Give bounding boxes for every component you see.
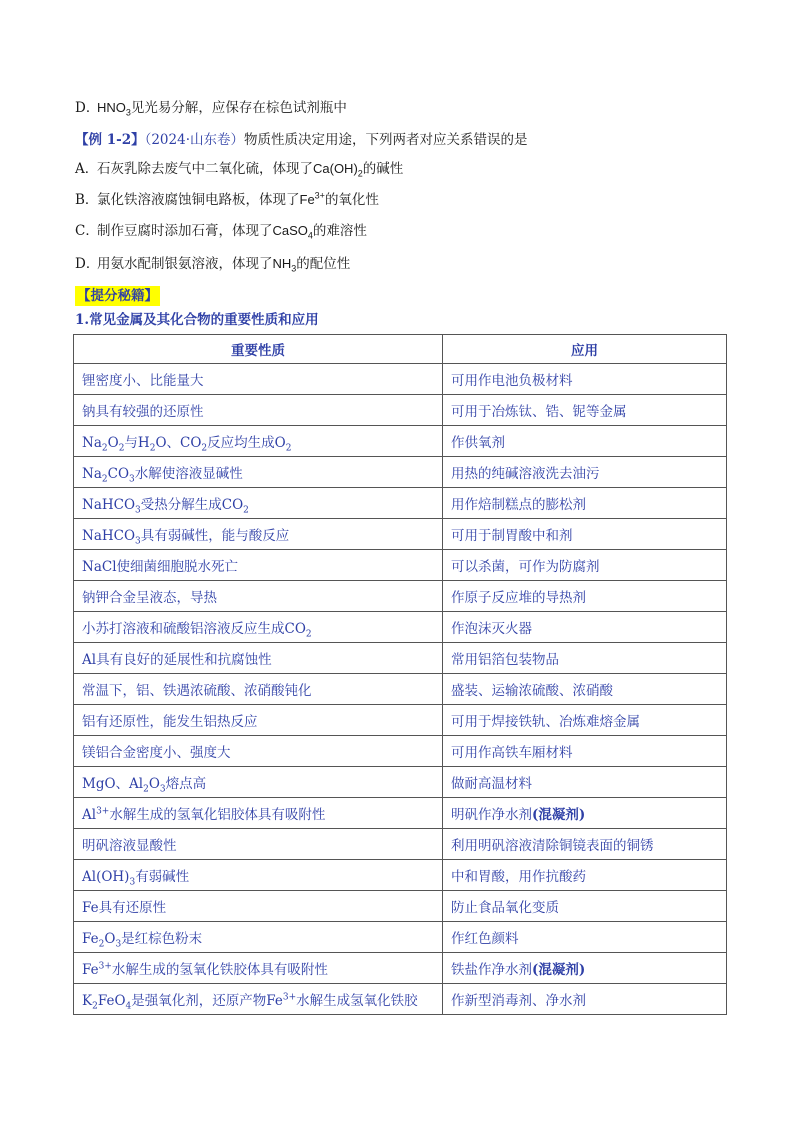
table-row <box>74 736 727 767</box>
formula <box>313 161 363 179</box>
text-part: 是红棕色粉末 <box>121 931 203 947</box>
formula-sub: 3 <box>159 784 166 795</box>
formula-sub: 2 <box>305 629 312 640</box>
option-letter: D． <box>75 100 100 116</box>
cell-application: 作新型消毒剂、净水剂 <box>443 984 727 1015</box>
formula-sub: 2 <box>143 784 149 795</box>
text-part: 是强氧化剂，还原产物Fe <box>131 993 283 1009</box>
formula-sub: 3 <box>291 263 297 274</box>
cell-application: 可以杀菌，可作为防腐剂 <box>443 550 727 581</box>
cell-application: 盛装、运输浓硫酸、浓硝酸 <box>443 674 727 705</box>
text-part: 与H <box>124 435 150 451</box>
formula-sub: 2 <box>101 443 108 454</box>
table-row <box>74 581 727 612</box>
formula-sub: 3 <box>135 505 141 516</box>
formula <box>97 100 131 118</box>
text-bold: (混凝剂) <box>532 807 586 823</box>
formula-sub: 2 <box>92 1001 98 1012</box>
option-text-post: 的氧化性 <box>324 192 379 208</box>
cell-property: 常温下，铝、铁遇浓硫酸、浓硝酸钝化 <box>74 674 443 705</box>
header-property: 重要性质 <box>74 335 443 364</box>
cell-application: 作供氧剂 <box>443 426 727 457</box>
cell-application: 作原子反应堆的导热剂 <box>443 581 727 612</box>
table-row <box>74 364 727 395</box>
formula <box>300 192 325 207</box>
formula-sub: 3 <box>129 474 135 485</box>
formula-base: NH <box>272 256 292 271</box>
cell-application: 做耐高温材料 <box>443 767 727 798</box>
cell-property: 明矾溶液显酸性 <box>74 829 443 860</box>
cell-application: 利用明矾溶液清除铜镜表面的铜锈 <box>443 829 727 860</box>
formula-base: Ca(OH) <box>313 161 358 176</box>
formula-sub: 2 <box>98 939 105 950</box>
option-text-pre: 用氨水配制银氨溶液，体现了 <box>97 256 273 272</box>
formula-sup: 3+ <box>314 190 325 201</box>
formula-sup: 3+ <box>96 806 110 817</box>
option-letter: A． <box>75 161 99 177</box>
table-row <box>74 705 727 736</box>
text-part: 熔点高 <box>165 776 207 792</box>
text-part: O、CO <box>155 435 202 451</box>
text-part: Al(OH) <box>82 869 130 885</box>
cell-application: 中和胃酸，用作抗酸药 <box>443 860 727 891</box>
properties-table <box>73 334 727 1015</box>
cell-property <box>74 860 443 891</box>
section-title: 1.常见金属及其化合物的重要性质和应用 <box>75 312 319 328</box>
text-part: O <box>104 931 116 947</box>
example-heading <box>75 130 528 150</box>
cell-property <box>74 612 443 643</box>
example-label: 【例 1-2】 <box>75 132 145 148</box>
option-letter: D． <box>75 256 100 272</box>
table-row <box>74 984 727 1015</box>
cell-property <box>74 457 443 488</box>
tips-label: 【提分秘籍】 <box>77 288 158 304</box>
table-row <box>74 674 727 705</box>
cell-application <box>443 953 727 984</box>
table-row <box>74 550 727 581</box>
formula-sub: 2 <box>118 443 125 454</box>
formula-base: HNO <box>97 100 126 115</box>
cell-application: 可用作高铁车厢材料 <box>443 736 727 767</box>
cell-application: 可用于制胃酸中和剂 <box>443 519 727 550</box>
option-letter: C． <box>75 223 99 239</box>
cell-application <box>443 798 727 829</box>
formula-sub: 2 <box>201 443 208 454</box>
formula-sub: 2 <box>243 505 249 516</box>
text-part: 受热分解生成CO <box>140 497 244 513</box>
text-part: K <box>82 993 93 1009</box>
table-header-row <box>74 335 727 364</box>
cell-property <box>74 488 443 519</box>
cell-property: 钠钾合金呈液态，导热 <box>74 581 443 612</box>
text-part: 具有弱碱性，能与酸反应 <box>140 528 290 544</box>
table-row <box>74 519 727 550</box>
text-part: 铁盐作净水剂 <box>451 962 532 978</box>
example-source: （2024·山东卷） <box>144 132 244 148</box>
cell-property <box>74 426 443 457</box>
text-part: 明矾作净水剂 <box>451 807 532 823</box>
text-part: 反应均生成O <box>207 435 286 451</box>
cell-application: 用作焙制糕点的膨松剂 <box>443 488 727 519</box>
formula-sub: 2 <box>285 443 292 454</box>
table-row <box>74 829 727 860</box>
cell-property <box>74 519 443 550</box>
formula-sub: 2 <box>149 443 156 454</box>
text-part: FeO <box>97 993 126 1009</box>
table-row <box>74 767 727 798</box>
cell-application: 作泡沫灭火器 <box>443 612 727 643</box>
table-row <box>74 395 727 426</box>
table-row <box>74 891 727 922</box>
formula-base: CaSO <box>272 223 308 238</box>
table-row <box>74 643 727 674</box>
option-d-hno3 <box>75 98 347 118</box>
text-part: Na <box>82 435 102 451</box>
table-row <box>74 798 727 829</box>
text-part: O <box>107 435 119 451</box>
formula-sub: 4 <box>307 230 313 241</box>
cell-property <box>74 984 443 1015</box>
cell-application: 作红色颜料 <box>443 922 727 953</box>
formula-sub: 4 <box>125 1001 132 1012</box>
option-d <box>75 254 350 274</box>
text-part: Al <box>82 807 97 823</box>
text-bold: (混凝剂) <box>532 962 586 978</box>
cell-property: 钠具有较强的还原性 <box>74 395 443 426</box>
cell-property: NaCl使细菌细胞脱水死亡 <box>74 550 443 581</box>
cell-application: 用热的纯碱溶液洗去油污 <box>443 457 727 488</box>
cell-application: 可用于冶炼钛、锆、铌等金属 <box>443 395 727 426</box>
formula-sub: 3 <box>115 939 122 950</box>
option-text-post: 的难溶性 <box>312 223 367 239</box>
text-part: NaHCO <box>82 528 136 544</box>
example-question: 物质性质决定用途，下列两者对应关系错误的是 <box>244 132 528 148</box>
option-text-post: 的配位性 <box>296 256 351 272</box>
cell-property <box>74 953 443 984</box>
formula-sub: 3 <box>135 536 141 547</box>
cell-property: Fe具有还原性 <box>74 891 443 922</box>
formula-sub: 3 <box>129 877 136 888</box>
option-text-post: 的碱性 <box>362 161 404 177</box>
cell-property <box>74 798 443 829</box>
formula-sup: 3+ <box>282 992 297 1003</box>
text-part: NaHCO <box>82 497 136 513</box>
text-part: 小苏打溶液和硫酸铝溶液反应生成CO <box>82 621 306 637</box>
table-row <box>74 612 727 643</box>
text-part: 水解生成的氢氧化铝胶体具有吸附性 <box>109 807 326 823</box>
header-application: 应用 <box>443 335 727 364</box>
option-text: 见光易分解，应保存在棕色试剂瓶中 <box>130 100 347 116</box>
option-b <box>75 190 379 210</box>
text-part: 有弱碱性 <box>135 869 190 885</box>
cell-property: 铝有还原性，能发生铝热反应 <box>74 705 443 736</box>
cell-property <box>74 922 443 953</box>
option-c <box>75 221 367 241</box>
text-part: 水解生成的氢氧化铁胶体具有吸附性 <box>111 962 328 978</box>
formula <box>272 256 297 274</box>
cell-property: Al具有良好的延展性和抗腐蚀性 <box>74 643 443 674</box>
formula-sub: 3 <box>125 107 131 118</box>
table-row <box>74 860 727 891</box>
text-part: Fe <box>82 962 99 978</box>
table-row <box>74 953 727 984</box>
cell-application: 可用作电池负极材料 <box>443 364 727 395</box>
text-part: MgO、Al <box>82 776 144 792</box>
text-part: O <box>148 776 160 792</box>
cell-application: 防止食品氧化变质 <box>443 891 727 922</box>
text-part: Fe <box>82 931 99 947</box>
table-row <box>74 488 727 519</box>
option-text-pre: 石灰乳除去废气中二氧化硫，体现了 <box>97 161 313 177</box>
option-letter: B． <box>75 192 99 208</box>
cell-property <box>74 767 443 798</box>
text-part: CO <box>107 466 130 482</box>
formula-sub: 2 <box>101 474 108 485</box>
formula-sup: 3+ <box>98 961 112 972</box>
option-text-pre: 制作豆腐时添加石膏，体现了 <box>97 223 273 239</box>
text-part: 水解使溶液显碱性 <box>134 466 243 482</box>
cell-application: 可用于焊接铁轨、冶炼难熔金属 <box>443 705 727 736</box>
formula <box>272 223 313 241</box>
formula-base: Fe <box>299 192 315 207</box>
option-a <box>75 159 403 179</box>
table-row <box>74 457 727 488</box>
cell-application: 常用铝箔包装物品 <box>443 643 727 674</box>
cell-property: 锂密度小、比能量大 <box>74 364 443 395</box>
option-text-pre: 氯化铁溶液腐蚀铜电路板，体现了 <box>97 192 300 208</box>
table-row <box>74 426 727 457</box>
table-body <box>74 364 727 1015</box>
text-part: 水解生成氢氧化铁胶 <box>296 993 418 1009</box>
cell-property: 镁铝合金密度小、强度大 <box>74 736 443 767</box>
formula-sub: 2 <box>357 168 363 179</box>
text-part: Na <box>82 466 102 482</box>
table-row <box>74 922 727 953</box>
